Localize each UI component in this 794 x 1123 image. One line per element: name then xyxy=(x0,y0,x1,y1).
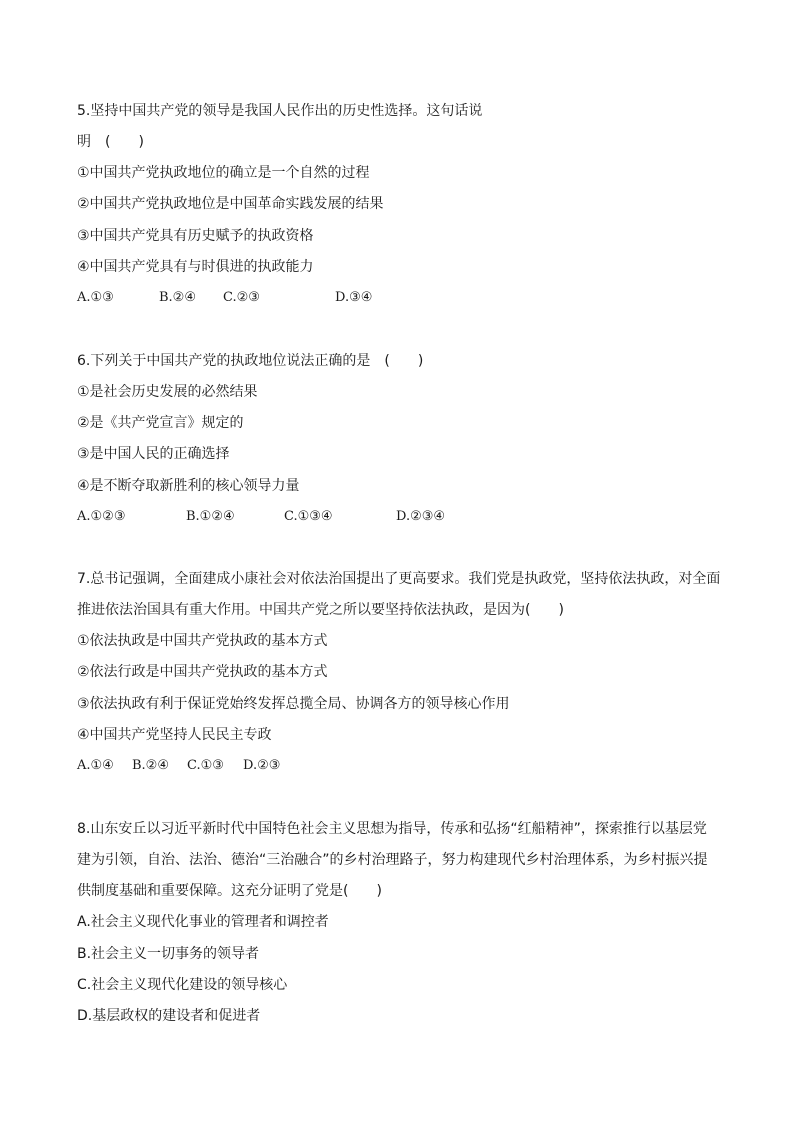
option-a: A.①③ xyxy=(77,290,114,305)
answer-choice-c: C.社会主义现代化建设的领导核心 xyxy=(77,977,288,993)
statement-item: ④中国共产党具有与时俱进的执政能力 xyxy=(77,259,314,275)
statement-item: ④中国共产党坚持人民民主专政 xyxy=(77,727,272,743)
option-a: A.①④ xyxy=(77,758,114,773)
answer-choice-d: D.基层政权的建设者和促进者 xyxy=(77,1008,261,1024)
question-stem-line: 建为引领，自治、法治、德治“三治融合”的乡村治理路子，努力构建现代乡村治理体系，为乡村振兴提 xyxy=(77,852,708,868)
statement-item: ③是中国人民的正确选择 xyxy=(77,446,230,462)
statement-item: ①是社会历史发展的必然结果 xyxy=(77,384,258,400)
option-c: C.①③④ xyxy=(284,509,333,524)
question-stem-line: 6.下列关于中国共产党的执政地位说法正确的是 ( ) xyxy=(77,353,424,369)
answer-choice-a: A.社会主义现代化事业的管理者和调控者 xyxy=(77,914,329,930)
option-d: D.③④ xyxy=(335,290,373,305)
question-stem-line: 推进依法治国具有重大作用。中国共产党之所以要坚持依法执政，是因为( ) xyxy=(77,602,564,618)
answer-choice-b: B.社会主义一切事务的领导者 xyxy=(77,946,260,962)
question-stem-line: 7.总书记强调，全面建成小康社会对依法治国提出了更高要求。我们党是执政党，坚持依法执政，对全面 xyxy=(77,571,721,587)
question-stem-line: 8.山东安丘以习近平新时代中国特色社会主义思想为指导，传承和弘扬“红船精神”，探索推行以基层党 xyxy=(77,821,707,837)
option-a: A.①②③ xyxy=(77,509,126,524)
option-c: C.②③ xyxy=(223,290,260,305)
statement-item: ②中国共产党执政地位是中国革命实践发展的结果 xyxy=(77,196,384,212)
question-stem-line: 5.坚持中国共产党的领导是我国人民作出的历史性选择。这句话说 xyxy=(77,103,483,119)
option-c: C.①③ xyxy=(187,758,224,773)
statement-item: ②依法行政是中国共产党执政的基本方式 xyxy=(77,664,328,680)
question-stem-line: 供制度基础和重要保障。这充分证明了党是( ) xyxy=(77,883,382,899)
statement-item: ③中国共产党具有历史赋予的执政资格 xyxy=(77,228,314,244)
statement-item: ①中国共产党执政地位的确立是一个自然的过程 xyxy=(77,165,370,181)
option-b: B.①②④ xyxy=(186,509,235,524)
option-b: B.②④ xyxy=(132,758,169,773)
option-d: D.②③ xyxy=(243,758,281,773)
question-stem-line: 明 ( ) xyxy=(77,134,144,150)
statement-item: ①依法执政是中国共产党执政的基本方式 xyxy=(77,633,328,649)
option-d: D.②③④ xyxy=(396,509,446,524)
option-b: B.②④ xyxy=(159,290,196,305)
statement-item: ④是不断夺取新胜利的核心领导力量 xyxy=(77,478,300,494)
statement-item: ②是《共产党宣言》规定的 xyxy=(77,415,244,431)
statement-item: ③依法执政有利于保证党始终发挥总揽全局、协调各方的领导核心作用 xyxy=(77,696,510,712)
